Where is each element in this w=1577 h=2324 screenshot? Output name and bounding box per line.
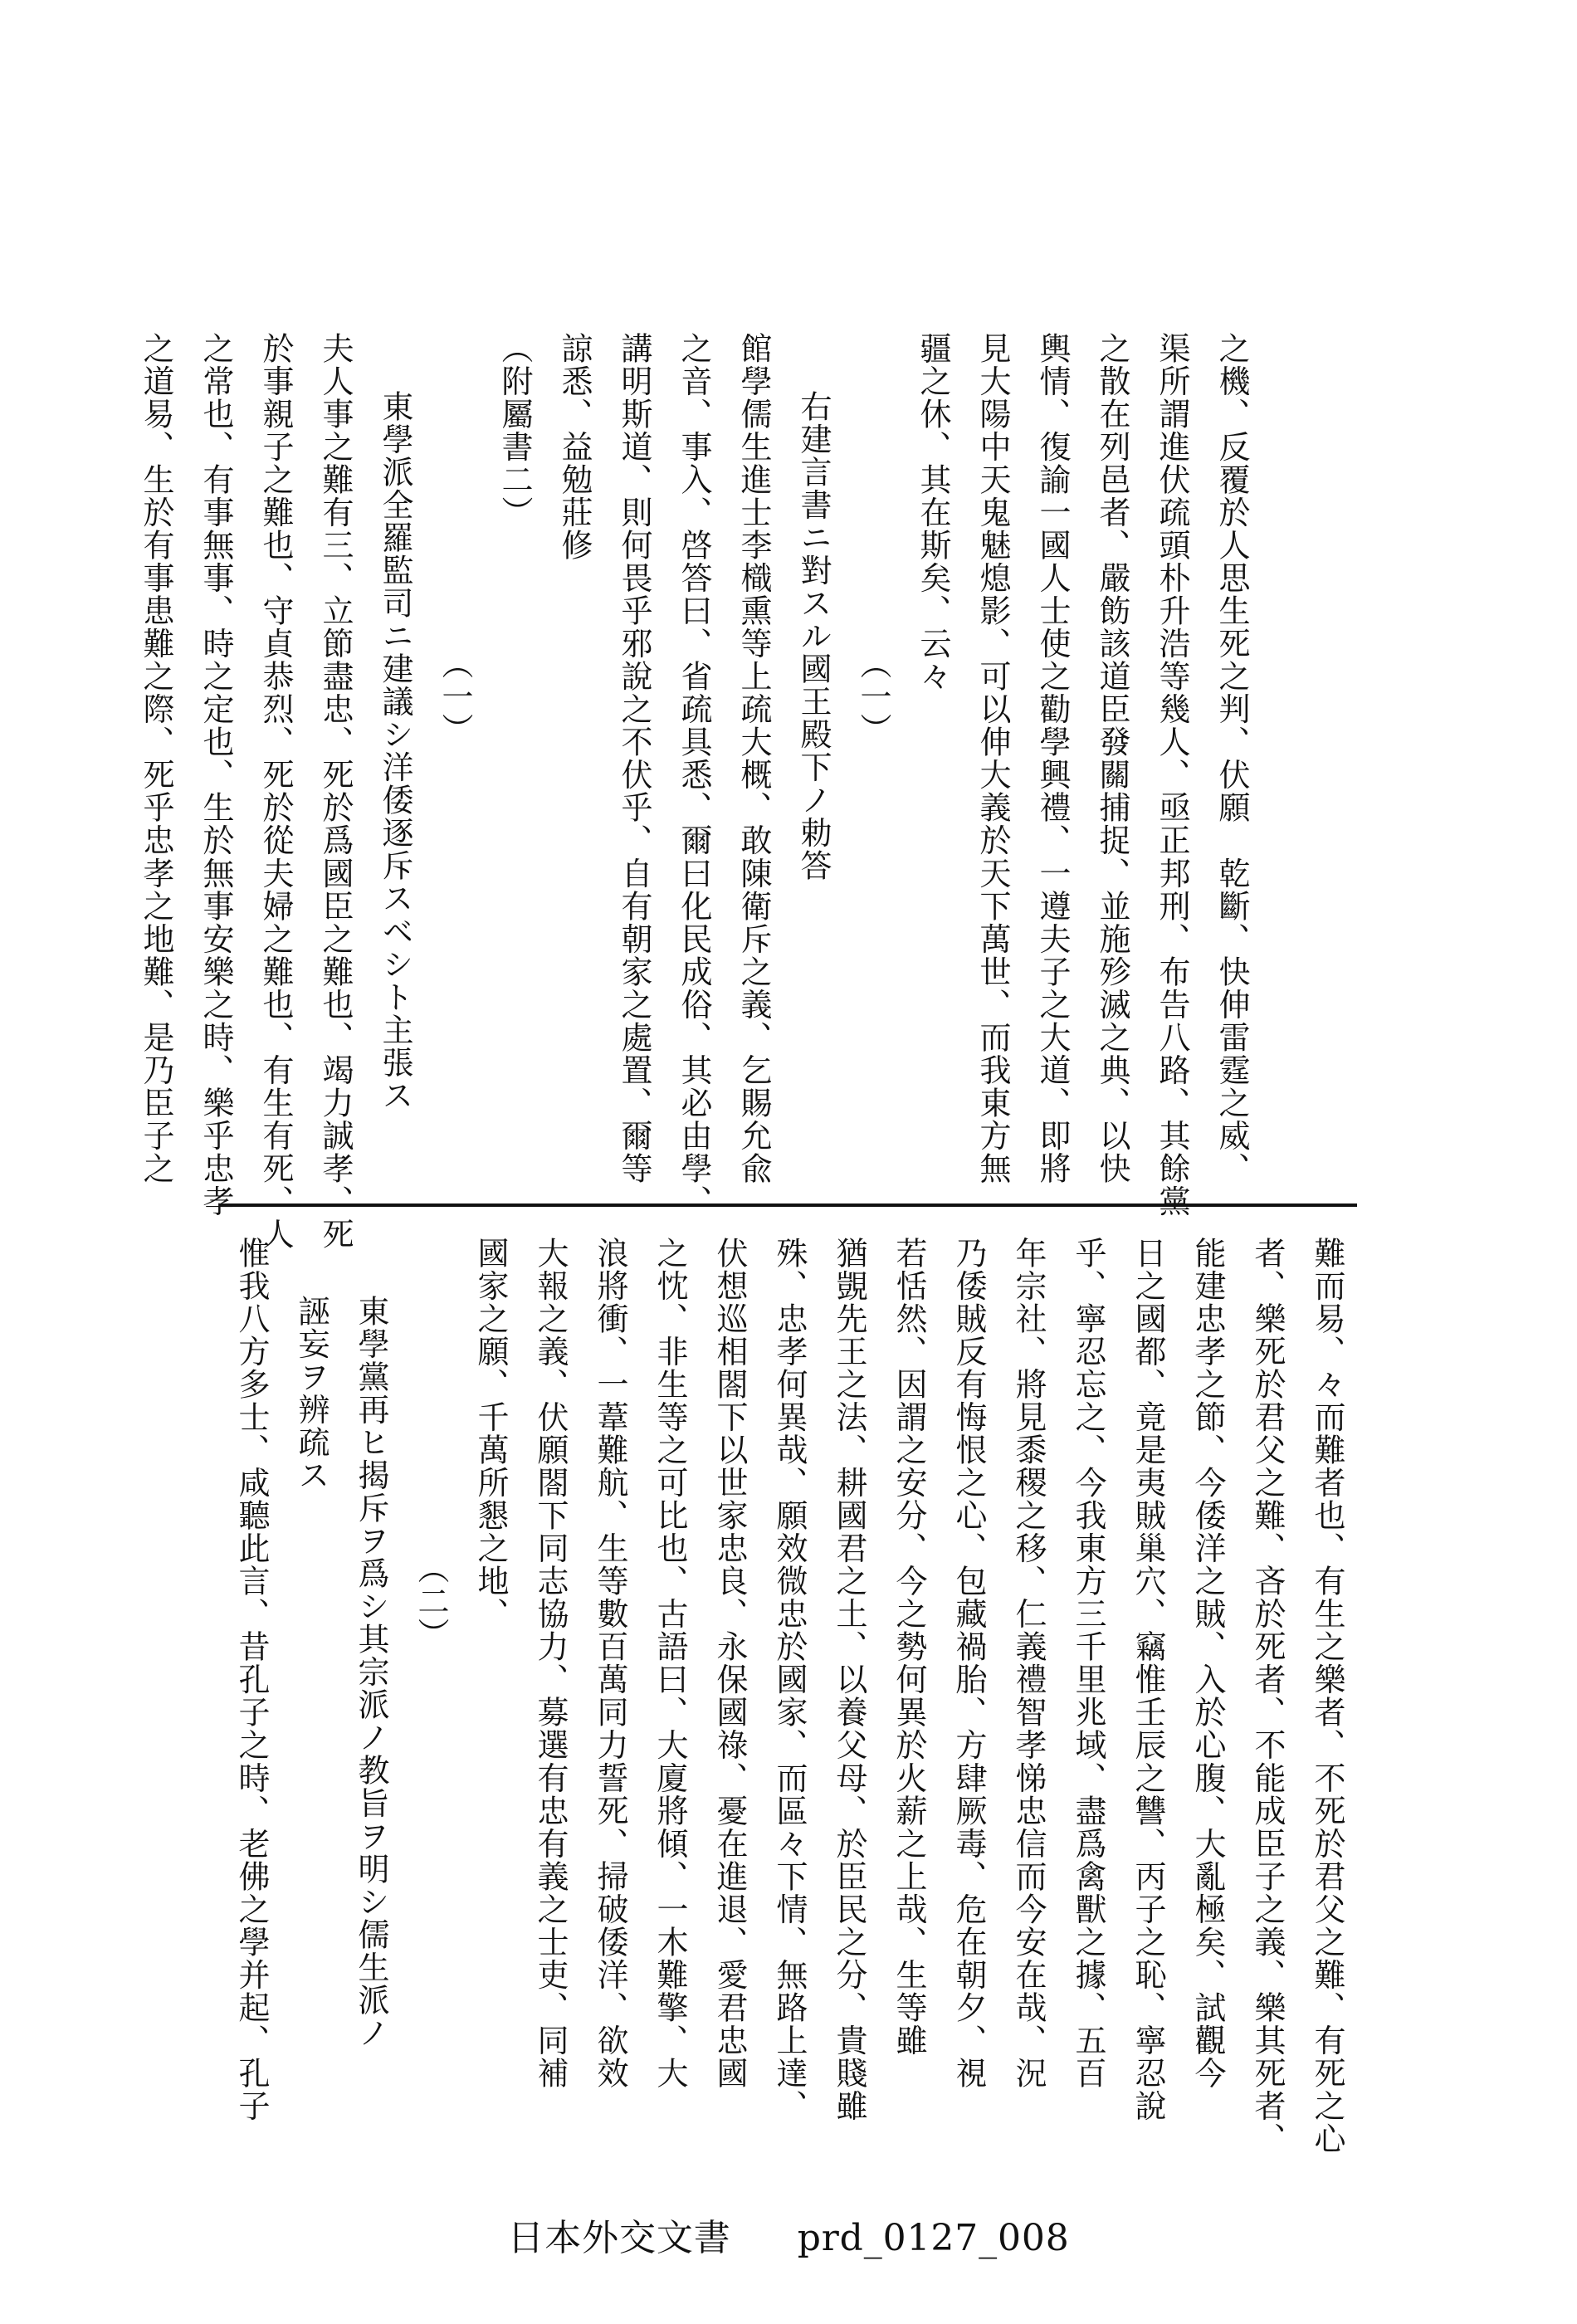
text-line: 若恬然、因謂之安分、今之勢何異於火薪之上哉、生等雖: [891, 1237, 927, 2057]
lower-text-block: [233, 1237, 1357, 2156]
text-line: 國家之願、千萬所懇之地、: [472, 1237, 509, 1631]
text-line: 者、樂死於君父之難、吝於死者、不能成臣子之義、樂其死者、: [1249, 1237, 1286, 2156]
text-line: 年宗社、將見黍稷之移、仁義禮智孝悌忠信而今安在哉、況: [1010, 1237, 1047, 2090]
text-line: 講明斯道、則何畏乎邪說之不伏乎、自有朝家之處置、爾等: [616, 332, 652, 1185]
text-line: 之音、事入、啓答曰、省疏具悉、爾曰化民成俗、其必由學、: [676, 332, 712, 1218]
section-heading: （一）: [437, 647, 473, 746]
text-line: 之忱、非生等之可比也、古語曰、大廈將傾、一木難擎、大: [652, 1237, 688, 2090]
page-divider: [220, 1204, 1357, 1207]
text-line: 猶覬先王之法、耕國君之土、以養父母、於臣民之分、貴賤雖: [831, 1237, 867, 2123]
text-line: 難而易、々而難者也、有生之樂者、不死於君父之難、有死之心: [1309, 1237, 1345, 2156]
section-subtitle: 東學派全羅監司ニ建議シ洋倭逐斥スベシト主張ス: [377, 390, 413, 1112]
document-id: prd_0127_008: [797, 2217, 1070, 2259]
text-line: 疆之休、其在斯矣、云々: [915, 332, 951, 693]
text-line: 乎、寧忍忘之、今我東方三千里兆域、盡爲禽獸之據、五百: [1070, 1237, 1106, 2090]
text-line: 諒悉、益勉莊修: [556, 332, 593, 562]
section-subtitle: 東學黨再ヒ揭斥ヲ爲シ其宗派ノ教旨ヲ明シ儒生派ノ: [353, 1295, 389, 2049]
text-line: 殊、忠孝何異哉、願效微忠於國家、而區々下情、無路上達、: [771, 1237, 808, 2123]
text-line: 之機、反覆於人思生死之判、伏願 乾斷、快伸雷霆之威、: [1213, 332, 1250, 1185]
text-line: 於事親子之難也、守貞恭烈、死於從夫婦之難也、有生有死、人: [257, 332, 294, 1251]
text-line: 見大陽中天鬼魅熄影、可以伸大義於天下萬世、而我東方無: [974, 332, 1011, 1185]
section-subtitle: 右建言書ニ對スル國王殿下ノ勅答: [795, 390, 832, 882]
text-line: 之散在列邑者、嚴飭該道臣發關捕捉、並施殄滅之典、以快: [1094, 332, 1130, 1185]
attachment-tag: （附屬書二）: [496, 332, 533, 530]
text-line: 夫人事之難有三、立節盡忠、死於爲國臣之難也、竭力誠孝、死: [317, 332, 354, 1251]
text-line: 浪將衝、一葦難航、生等數百萬同力誓死、掃破倭洋、欲效: [592, 1237, 628, 2090]
text-line: 輿情、復諭一國人士使之勸學興禮、一遵夫子之大道、即將: [1034, 332, 1071, 1185]
text-line: 之常也、有事無事、時之定也、生於無事安樂之時、樂乎忠孝: [198, 332, 234, 1218]
section-heading: （二）: [413, 1552, 449, 1651]
text-line: 乃倭賊反有悔恨之心、包藏禍胎、方肆厥毒、危在朝夕、視: [950, 1237, 987, 2090]
text-line: 館學儒生進士李樴熏等上疏大概、敢陳衛斥之義、乞賜允兪: [735, 332, 772, 1185]
text-line: 之道易、生於有事患難之際、死乎忠孝之地難、是乃臣子之: [138, 332, 174, 1185]
text-line: 惟我八方多士、咸聽此言、昔孔子之時、老佛之學并起、孔子: [233, 1237, 270, 2123]
text-line: 渠所謂進伏疏頭朴升浩等幾人、亟正邦刑、布告八路、其餘黨: [1154, 332, 1190, 1218]
section-heading: （一）: [855, 647, 891, 746]
source-title: 日本外交文書: [507, 2217, 731, 2259]
page-footer: [0, 2208, 1577, 2261]
text-line: 能建忠孝之節、今倭洋之賊、入於心腹、大亂極矣、試觀今: [1189, 1237, 1226, 2090]
section-subtitle: 誣妄ヲ辨疏ス: [293, 1295, 330, 1492]
text-line: 日之國都、竟是夷賊巢穴、竊惟壬辰之讐、丙子之恥、寧忍說: [1130, 1237, 1166, 2123]
text-line: 大報之義、伏願閤下同志協力、募選有忠有義之士吏、同補: [532, 1237, 569, 2090]
upper-text-block: [138, 332, 1262, 1251]
text-line: 伏想巡相閤下以世家忠良、永保國祿、憂在進退、愛君忠國: [711, 1237, 748, 2090]
